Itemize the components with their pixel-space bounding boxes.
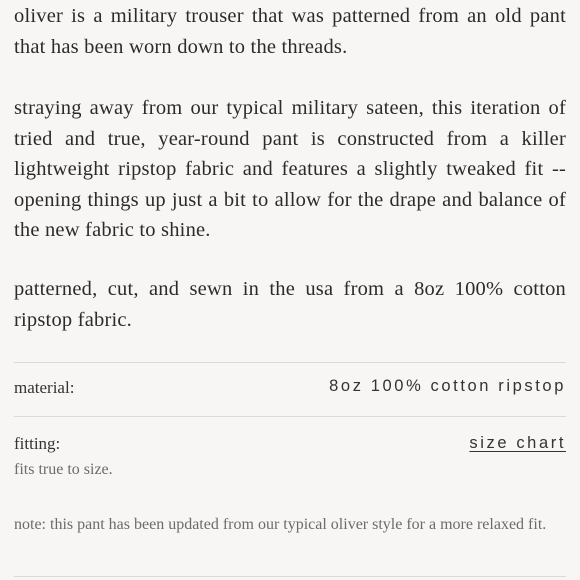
material-label: material: — [14, 378, 75, 397]
size-chart-link[interactable]: size chart — [469, 434, 566, 452]
divider — [14, 576, 566, 577]
description-paragraph: oliver is a military trouser that was patterned from an old pant that has been worn down to the threads. — [14, 5, 566, 58]
fit-description: fits true to size. — [14, 461, 113, 478]
material-value: 8oz 100% cotton ripstop — [329, 377, 566, 395]
fitting-label: fitting: — [14, 434, 61, 453]
divider — [14, 416, 566, 417]
fit-note: note: this pant has been updated from our typical oliver style for a more relaxed fit. — [14, 516, 547, 533]
description-paragraph: straying away from our typical military sateen, this iteration of tried and true, year-round pant is constructed from a killer lightweight ripstop fabric and features a slightly tweaked fit -- opening things up just a bit to allow for the drape and balance of the new fabric to shine. — [14, 97, 566, 241]
product-details — [14, 0, 566, 580]
description-paragraph: patterned, cut, and sewn in the usa from a 8oz 100% cotton ripstop fabric. — [14, 278, 566, 331]
divider — [14, 362, 566, 363]
